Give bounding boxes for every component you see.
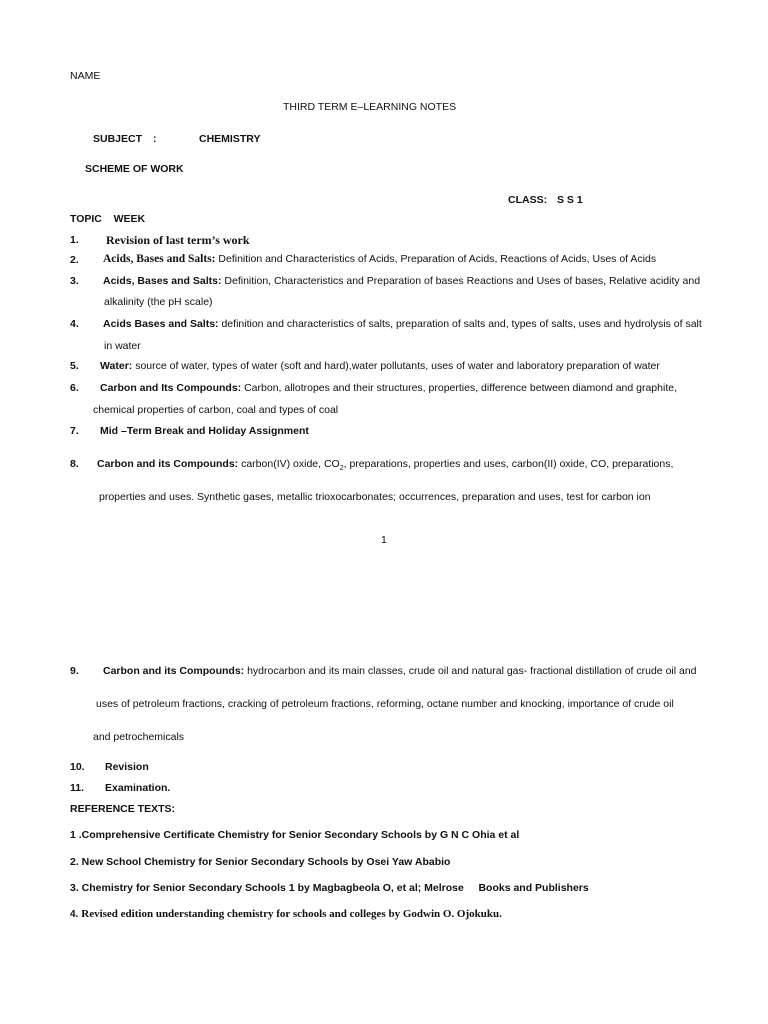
week-number: 5. (70, 360, 79, 372)
page-number: 1 (381, 534, 387, 546)
week-topic: Water: (100, 360, 133, 372)
week-description-continued: in water (104, 340, 141, 352)
week-description-continued: alkalinity (the pH scale) (104, 296, 213, 308)
week-row (103, 318, 702, 330)
week-description-continued: and petrochemicals (93, 731, 185, 743)
subject-label: SUBJECT (93, 133, 143, 145)
week-row (100, 360, 660, 372)
references-heading: REFERENCE TEXTS: (70, 803, 176, 815)
scheme-heading: SCHEME OF WORK (85, 163, 184, 175)
week-description-continued: properties and uses. Synthetic gases, metallic trioxocarbonates; occurrences, preparation and uses, test for carbon ion (99, 491, 651, 503)
week-description: Definition, Characteristics and Preparation of bases Reactions and Uses of bases, Relative acidity and (224, 275, 701, 287)
week-row (103, 253, 656, 265)
page-title: THIRD TERM E–LEARNING NOTES (283, 101, 457, 113)
week-row (103, 275, 700, 287)
week-description-continued: chemical properties of carbon, coal and types of coal (93, 404, 339, 416)
reference-item (70, 908, 502, 920)
week-topic: Examination. (105, 782, 171, 794)
week-number: 10. (70, 761, 85, 773)
reference-item: 1 .Comprehensive Certificate Chemistry for Senior Secondary Schools by G N C Ohia et al (70, 829, 520, 841)
week-number: 1. (70, 234, 79, 246)
week-description: definition and characteristics of salts, preparation of salts and, types of salts, uses and hydrolysis of salt (221, 318, 702, 330)
week-topic: Revision (105, 761, 149, 773)
week-description: carbon(IV) oxide, $CO_2$, preparations, properties and uses, carbon(II) oxide, CO, preparations, (241, 458, 674, 473)
reference-item: 2. New School Chemistry for Senior Secondary Schools by Osei Yaw Ababio (70, 856, 451, 868)
class-label: CLASS: (508, 194, 548, 206)
week-topic: Carbon and its Compounds: (103, 665, 245, 677)
week-number: 6. (70, 382, 79, 394)
week-topic: Mid –Term Break and Holiday Assignment (100, 425, 309, 437)
subscript: 2 (339, 465, 344, 473)
reference-item: 3. Chemistry for Senior Secondary Schools 1 by Magbagbeola O, et al; Melrose Books and Publishers (70, 882, 589, 894)
week-row (97, 458, 673, 472)
class-value: S S 1 (557, 194, 583, 206)
week-number: 8. (70, 458, 79, 470)
week-number: 3. (70, 275, 79, 287)
week-description: Definition and Characteristics of Acids, Preparation of Acids, Reactions of Acids, Uses of Acids (218, 253, 657, 265)
week-description-continued: uses of petroleum fractions, cracking of petroleum fractions, reforming, octane number and knocking, importance of crude oil (96, 698, 674, 710)
subject-value: CHEMISTRY (199, 133, 261, 145)
name-label: NAME (70, 70, 101, 82)
week-number: 2. (70, 254, 79, 266)
week-description: hydrocarbon and its main classes, crude oil and natural gas- fractional distillation of crude oil and (247, 665, 697, 677)
week-topic: Carbon and Its Compounds: (100, 382, 242, 394)
week-row (100, 382, 677, 394)
week-topic: Acids Bases and Salts: (103, 318, 219, 330)
week-topic: Carbon and its Compounds: (97, 458, 239, 470)
week-description: Carbon, allotropes and their structures, properties, difference between diamond and graphite, (244, 382, 677, 394)
week-number: 7. (70, 425, 79, 437)
week-row (103, 665, 697, 677)
subject-separator: : (153, 133, 157, 145)
week-number: 11. (70, 782, 85, 794)
reference-text: Revised edition understanding chemistry for schools and colleges by Godwin O. Ojokuku. (81, 908, 502, 920)
reference-number: 4. (70, 909, 79, 920)
week-number: 9. (70, 665, 79, 677)
week-topic: Acids, Bases and Salts: (103, 275, 222, 287)
topic-week-heading: TOPIC WEEK (70, 213, 146, 225)
week-topic: Revision of last term’s work (106, 233, 250, 247)
week-number: 4. (70, 318, 79, 330)
week-description: source of water, types of water (soft and hard),water pollutants, uses of water and laboratory preparation of water (135, 360, 660, 372)
week-topic: Acids, Bases and Salts: (103, 253, 216, 265)
